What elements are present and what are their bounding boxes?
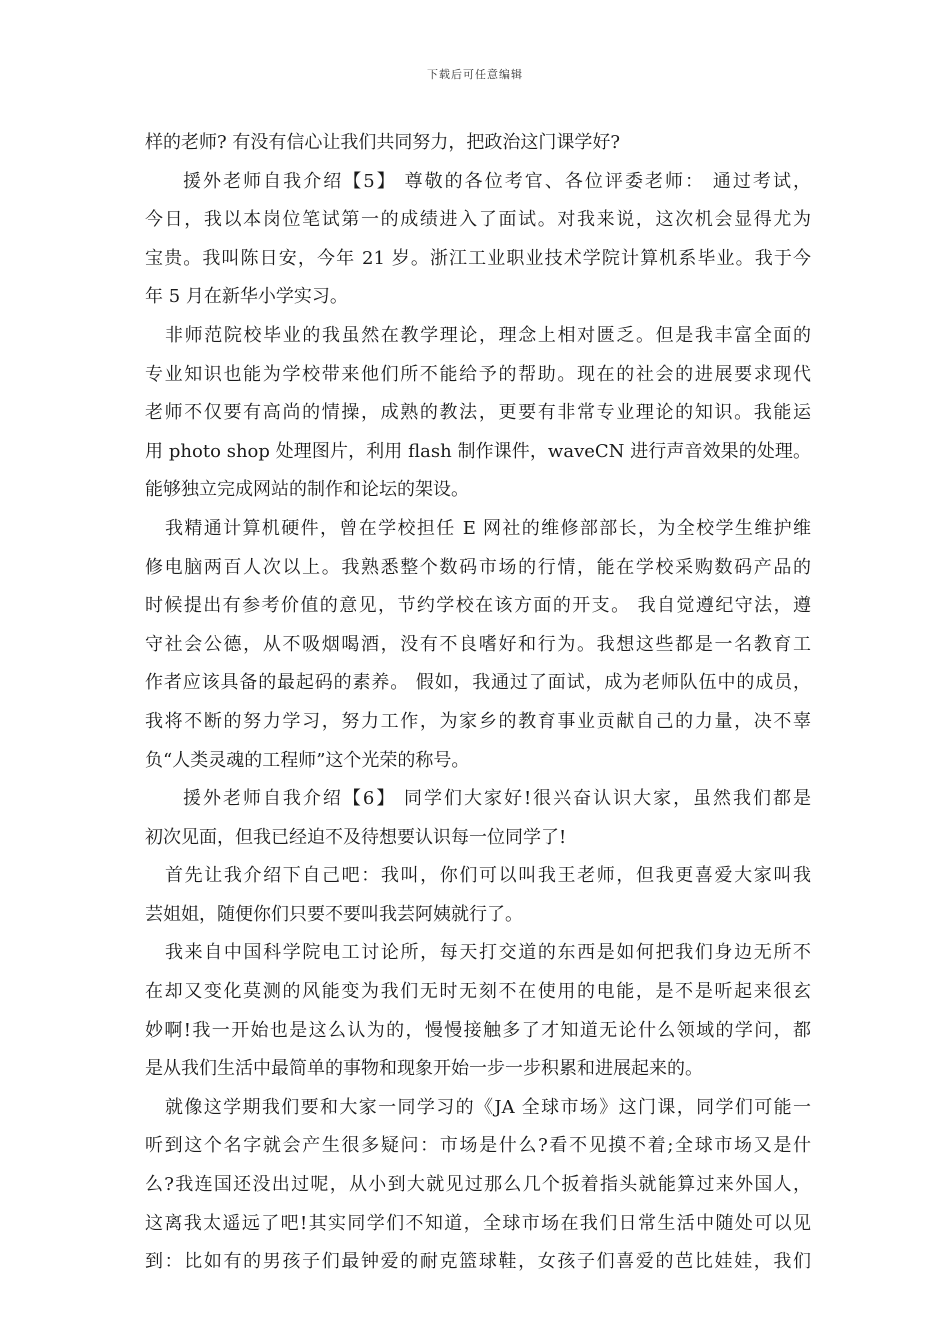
text-line: 时候提出有参考价值的意见，节约学校在该方面的开支。 我自觉遵纪守法，遵 [145, 595, 811, 617]
text-line: 我精通计算机硬件，曾在学校担任 E 网社的维修部部长，为全校学生维护维 [165, 517, 811, 539]
text-line: 样的老师? 有没有信心让我们共同努力，把政治这门课学好? [145, 132, 621, 153]
text-line: 作者应该具备的最起码的素养。 假如，我通过了面试，成为老师队伍中的成员， [145, 672, 811, 694]
text-line: 我来自中国科学院电工讨论所，每天打交道的东西是如何把我们身边无所不 [165, 942, 811, 964]
text-line: 到：比如有的男孩子们最钟爱的耐克篮球鞋，女孩子们喜爱的芭比娃娃，我们 [145, 1251, 811, 1273]
text-line: 芸姐姐，随便你们只要不要叫我芸阿姨就行了。 [145, 903, 523, 925]
text-line: 今日，我以本岗位笔试第一的成绩进入了面试。对我来说，这次机会显得尤为 [145, 209, 811, 231]
text-line: 专业知识也能为学校带来他们所不能给予的帮助。现在的社会的进展要求现代 [145, 363, 811, 385]
text-line: 能够独立完成网站的制作和论坛的架设。 [145, 479, 469, 501]
text-line: 宝贵。我叫陈日安，今年 21 岁。浙江工业职业技术学院计算机系毕业。我于今 [145, 247, 811, 269]
text-line: 是从我们生活中最简单的事物和现象开始一步一步积累和进展起来的。 [145, 1058, 703, 1080]
text-line: 我将不断的努力学习，努力工作，为家乡的教育事业贡献自己的力量，决不辜 [145, 710, 811, 732]
text-line: 负“人类灵魂的工程师”这个光荣的称号。 [145, 749, 470, 771]
text-line: 初次见面，但我已经迫不及待想要认识每一位同学了! [145, 826, 567, 848]
text-line: 非师范院校毕业的我虽然在教学理论，理念上相对匮乏。但是我丰富全面的 [165, 324, 811, 346]
text-line: 年 5 月在新华小学实习。 [145, 286, 348, 308]
page-header-note: 下载后可任意编辑 [427, 68, 523, 81]
text-line: 援外老师自我介绍【6】 同学们大家好!很兴奋认识大家，虽然我们都是 [183, 788, 811, 810]
text-line: 援外老师自我介绍【5】 尊敬的各位考官、各位评委老师： 通过考试， [183, 170, 811, 192]
text-line: 么?我连国还没出过呢，从小到大就见过那么几个扳着指头就能算过来外国人， [145, 1174, 811, 1196]
text-line: 用 photo shop 处理图片，利用 flash 制作课件，waveCN 进行声音效果的处理。 [145, 440, 811, 462]
text-line: 听到这个名字就会产生很多疑问：市场是什么?看不见摸不着;全球市场又是什 [145, 1135, 811, 1157]
text-line: 修电脑两百人次以上。我熟悉整个数码市场的行情，能在学校采购数码产品的 [145, 556, 811, 578]
text-line: 首先让我介绍下自己吧：我叫，你们可以叫我王老师，但我更喜爱大家叫我 [165, 865, 811, 887]
text-line: 这离我太遥远了吧!其实同学们不知道，全球市场在我们日常生活中随处可以见 [145, 1212, 811, 1234]
text-line: 老师不仅要有高尚的情操，成熟的教法，更要有非常专业理论的知识。我能运 [145, 402, 811, 424]
text-line: 妙啊!我一开始也是这么认为的，慢慢接触多了才知道无论什么领域的学问，都 [145, 1019, 811, 1041]
text-line: 守社会公德，从不吸烟喝酒，没有不良嗜好和行为。我想这些都是一名教育工 [145, 633, 811, 655]
document-body [145, 124, 811, 1282]
text-line: 就像这学期我们要和大家一同学习的《JA 全球市场》这门课，同学们可能一 [165, 1096, 811, 1118]
text-line: 在却又变化莫测的风能变为我们无时无刻不在使用的电能，是不是听起来很玄 [145, 981, 811, 1003]
